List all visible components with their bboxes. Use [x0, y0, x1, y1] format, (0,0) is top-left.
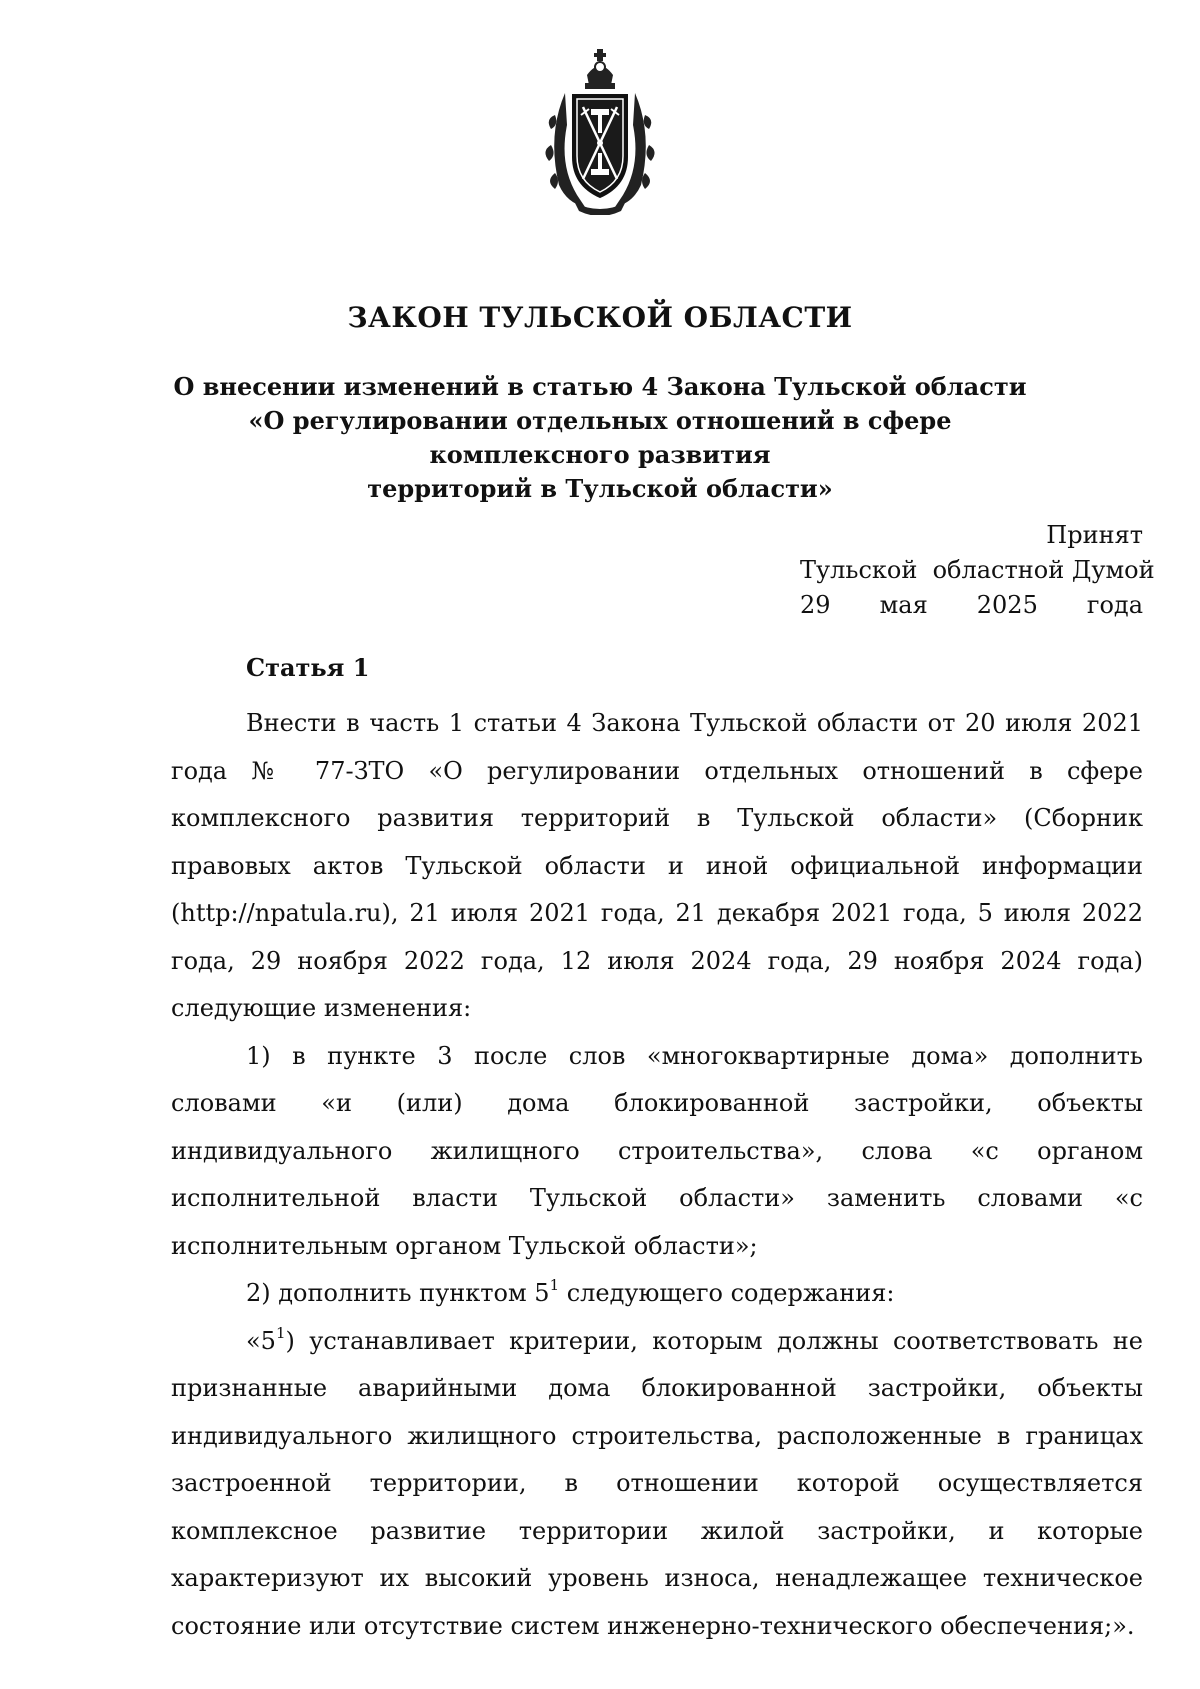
paragraph-quote	[171, 1318, 1143, 1651]
article-body	[171, 700, 1143, 1650]
adoption-block	[800, 518, 1155, 623]
quote-superscript: 1	[275, 1323, 286, 1342]
quote-text-start: «5	[246, 1326, 276, 1355]
adopted-year: 2025	[976, 591, 1038, 619]
item-2-text-end: следующего содержания:	[559, 1279, 895, 1307]
item-2-superscript: 1	[549, 1276, 560, 1294]
law-subtitle	[150, 370, 1050, 506]
paragraph-item-2	[171, 1270, 1143, 1318]
adopted-month: мая	[879, 591, 928, 619]
adopted-year-word: года	[1086, 591, 1143, 619]
item-2-text: 2) дополнить пунктом 5	[246, 1279, 550, 1307]
law-title: ЗАКОН ТУЛЬСКОЙ ОБЛАСТИ	[347, 301, 853, 334]
law-subtitle-line: территорий в Тульской области»	[367, 474, 833, 503]
law-subtitle-line: О внесении изменений в статью 4 Закона Тульской области	[173, 372, 1027, 401]
paragraph-intro: Внести в часть 1 статьи 4 Закона Тульской области от 20 июля 2021 года № 77-ЗТО «О регулировании отдельных отношений в сфере комплексного развития территорий в Тульской области» (Сборник правовых актов Тульской области и иной официальной информации (http://npatula.ru), 21 июля 2021 года, 21 декабря 2021 года, 5 июля 2022 года, 29 ноября 2022 года, 12 июля 2024 года, 29 ноября 2024 года) следующие изменения:	[171, 709, 1143, 1022]
tula-coat-of-arms-icon	[537, 45, 663, 215]
adopted-label: Принят	[1046, 521, 1143, 549]
quote-text: ) устанавливает критерии, которым должны соответствовать не признанные аварийными дома блокированной застройки, объекты индивидуального жилищного строительства, расположенные в границах застроенной территории, в отношении которой осуществляется комплексное развитие территории жилой застройки, и которые характеризуют их высокий уровень износа, ненадлежащее техническое состояние или отсутствие систем инженерно-технического обеспечения;».	[171, 1326, 1143, 1640]
adopted-by: Тульской областной Думой	[800, 556, 1155, 584]
adopted-day: 29	[800, 591, 831, 619]
law-subtitle-line: «О регулировании отдельных отношений в сфере комплексного развития	[248, 406, 952, 469]
adopted-date	[800, 588, 1143, 623]
article-heading: Статья 1	[246, 653, 370, 682]
paragraph-item-1: 1) в пункте 3 после слов «многоквартирные дома» дополнить словами «и (или) дома блокированной застройки, объекты индивидуального жилищного строительства», слова «с органом исполнительной власти Тульской области» заменить словами «с исполнительным органом Тульской области»;	[171, 1041, 1143, 1260]
